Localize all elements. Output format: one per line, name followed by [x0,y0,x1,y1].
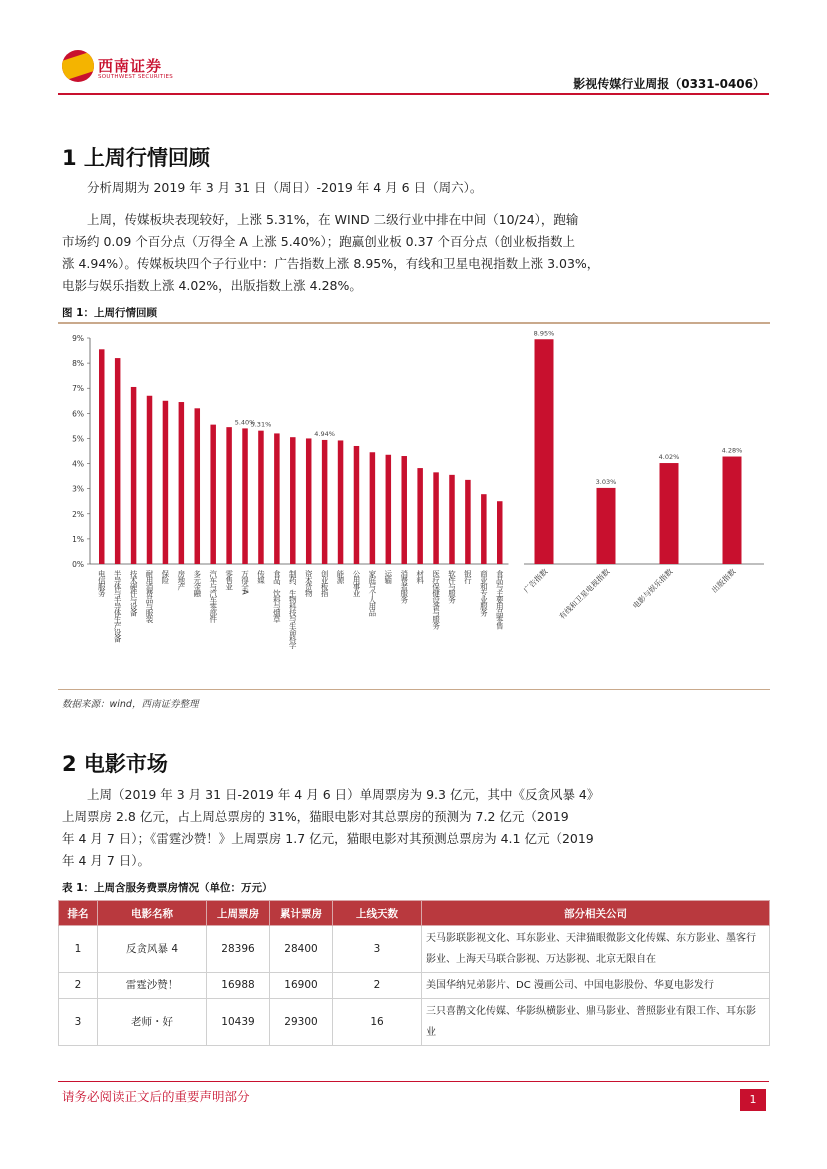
x-tick-label: 汽车与汽车零部件 [208,570,218,622]
section-1-heading: 1 上周行情回顾 [62,146,210,170]
x-tick-label: 食品与主要用品零售 [495,570,505,629]
bar [258,431,264,564]
col-header-title: 电影名称 [98,901,207,926]
y-tick-label: 1% [72,534,84,544]
y-tick-label: 8% [72,359,84,369]
col-header-companies: 部分相关公司 [422,901,770,926]
para-line: 年 4 月 7 日）；《雷霆沙赞！》上周票房 1.7 亿元，猫眼电影对其预测总票房为 4.1 亿元（2019 [62,831,594,846]
cell-title: 老师・好 [98,999,207,1046]
bar [290,437,296,564]
x-tick-label: 资本货物 [304,570,314,596]
x-tick-label: 技术硬件与设备 [129,570,139,616]
figure-bottom-rule [58,689,770,690]
para-line: 市场约 0.09 个百分点（万得全 A 上涨 5.40%）；跑赢创业板 0.37 个百分点（创业板指数上 [62,234,575,249]
x-tick-label: 出版指数 [709,567,738,595]
cell-companies: 美国华纳兄弟影片、DC 漫画公司、中国电影股份、华夏电影发行 [422,973,770,999]
cell-title: 反贪风暴 4 [98,926,207,973]
data-label: 5.40% [234,418,256,427]
cell-companies: 天马影联影视文化、耳东影业、天津猫眼微影文化传媒、东方影业、墨客行影业、上海天马联合影视、万达影视、北京无限自在 [422,926,770,973]
figure-caption: 图 1：上周行情回顾 [62,307,157,319]
x-tick-label: 多元金融 [192,570,202,596]
bar [354,446,360,564]
section-1-para-1: 分析周期为 2019 年 3 月 31 日（周日）-2019 年 4 月 6 日（周六）。 [87,180,483,195]
cell-rank: 1 [59,926,98,973]
x-tick-label: 商业和专业服务 [479,570,489,616]
y-tick-label: 0% [72,560,84,569]
figure-source: 数据来源：wind，西南证券整理 [62,699,199,710]
footer-divider [58,1081,769,1082]
bar [433,472,439,564]
bar [597,488,616,564]
x-tick-label: 公用事业 [351,570,361,596]
cell-rank: 3 [59,999,98,1046]
table-row [59,973,770,999]
bar [322,440,328,564]
x-tick-label: 食品、饮料与烟草 [272,570,282,622]
bar [210,425,216,564]
x-tick-label: 制药、生物科技与生命科学 [288,570,298,648]
col-header-weekly: 上周票房 [207,901,270,926]
data-label: 4.02% [658,453,680,462]
cell-weekly: 16988 [207,973,270,999]
col-header-cumulative: 累计票房 [270,901,333,926]
cell-days: 3 [333,926,422,973]
cell-days: 16 [333,999,422,1046]
x-tick-label: 能源 [336,570,346,583]
x-tick-label: 耐用消费品与服装 [145,570,155,622]
data-label: 5.31% [250,420,272,429]
cell-weekly: 10439 [207,999,270,1046]
bar [306,438,312,564]
x-tick-label: 家庭与个人用品 [367,570,377,616]
x-tick-label: 消费者服务 [399,570,409,603]
para-line: 年 4 月 7 日）。 [62,853,151,868]
x-tick-label: 软件与服务 [447,570,457,603]
bar [226,427,232,564]
bar [449,475,455,564]
cell-title: 雷霆沙赞！ [98,973,207,999]
bar [660,463,679,564]
cell-cumulative: 28400 [270,926,333,973]
cell-days: 2 [333,973,422,999]
bar [163,401,169,564]
logo-name-cn: 西南证券 [98,57,163,75]
x-tick-label: 电影与娱乐指数 [630,567,675,611]
para-line: 上周，传媒板块表现较好，上涨 5.31%，在 WIND 二级行业中排在中间（10/24），跑输 [87,212,579,227]
table-header-row [59,901,770,926]
y-tick-label: 7% [72,384,84,394]
bar [723,457,742,564]
logo-name-en: SOUTHWEST SECURITIES [98,74,174,80]
para-line: 电影与娱乐指数上涨 4.02%，出版指数上涨 4.28%。 [62,278,362,293]
cell-rank: 2 [59,973,98,999]
data-label: 3.03% [595,477,617,486]
x-tick-label: 医疗保健设备与服务 [431,570,441,629]
table-caption: 表 1：上周含服务费票房情况（单位：万元） [62,882,273,894]
para-line: 上周票房 2.8 亿元，占上周总票房的 31%，猫眼电影对其总票房的预测为 7.2 亿元（2019 [62,809,569,824]
x-tick-label: 材料 [415,570,425,583]
x-tick-label: 万得全A [240,570,250,594]
y-tick-label: 9% [72,334,84,343]
x-tick-label: 传媒 [256,570,266,583]
col-header-rank: 排名 [59,901,98,926]
col-header-days: 上线天数 [333,901,422,926]
figure-top-rule [58,322,770,324]
x-tick-label: 半导体与半导体生产设备 [113,570,123,642]
bar [338,440,344,564]
bar [386,455,392,564]
bar [535,339,554,564]
x-tick-label: 电信服务 [97,570,107,596]
bar [370,452,376,564]
section-2-heading: 2 电影市场 [62,752,168,776]
data-label: 4.94% [314,429,335,438]
table-row [59,926,770,973]
x-tick-label: 有线和卫星电视指数 [557,567,612,622]
y-tick-label: 3% [72,484,84,494]
bar [497,501,503,564]
x-tick-label: 零售业 [224,570,234,590]
bar [465,480,471,564]
y-tick-label: 2% [72,509,84,519]
x-tick-label: 银行 [463,570,473,583]
section-1-para-2 [62,209,618,297]
para-line: 涨 4.94%）。传媒板块四个子行业中：广告指数上涨 8.95%，有线和卫星电视指数上涨 3.03%， [62,256,600,271]
box-office-table [58,900,770,1046]
header-divider [58,93,769,95]
bar [195,408,201,564]
logo-emblem-icon [62,50,94,82]
bar [99,349,105,564]
page-number: 1 [740,1089,766,1111]
cell-cumulative: 16900 [270,973,333,999]
para-line: 上周（2019 年 3 月 31 日-2019 年 4 月 6 日）单周票房为 9.3 亿元，其中《反贪风暴 4》 [87,787,600,802]
x-tick-label: 房地产 [176,570,186,590]
x-tick-label: 运输 [383,570,393,583]
bar [242,428,248,564]
y-tick-label: 6% [72,409,84,419]
bar [417,468,423,564]
bar [274,433,280,564]
y-tick-label: 5% [72,434,84,444]
bar [131,387,137,564]
data-label: 8.95% [533,330,555,338]
bar [401,456,407,564]
cell-cumulative: 29300 [270,999,333,1046]
bar [481,494,487,564]
cell-companies: 三只喜鹊文化传媒、华影纵横影业、鼎马影业、普照影业有限工作、耳东影业 [422,999,770,1046]
section-2-para [62,784,618,872]
footer-disclaimer: 请务必阅读正文后的重要声明部分 [62,1089,250,1104]
market-review-chart [58,330,770,690]
bar [147,396,153,564]
x-tick-label: 保险 [160,570,170,583]
report-title: 影视传媒行业周报（0331-0406） [573,77,765,91]
x-tick-label: 创业板指 [320,570,330,596]
bar [115,358,121,564]
table-row [59,999,770,1046]
y-tick-label: 4% [72,459,84,469]
x-tick-label: 广告指数 [521,567,550,595]
bar [179,402,185,564]
cell-weekly: 28396 [207,926,270,973]
data-label: 4.28% [721,446,743,455]
